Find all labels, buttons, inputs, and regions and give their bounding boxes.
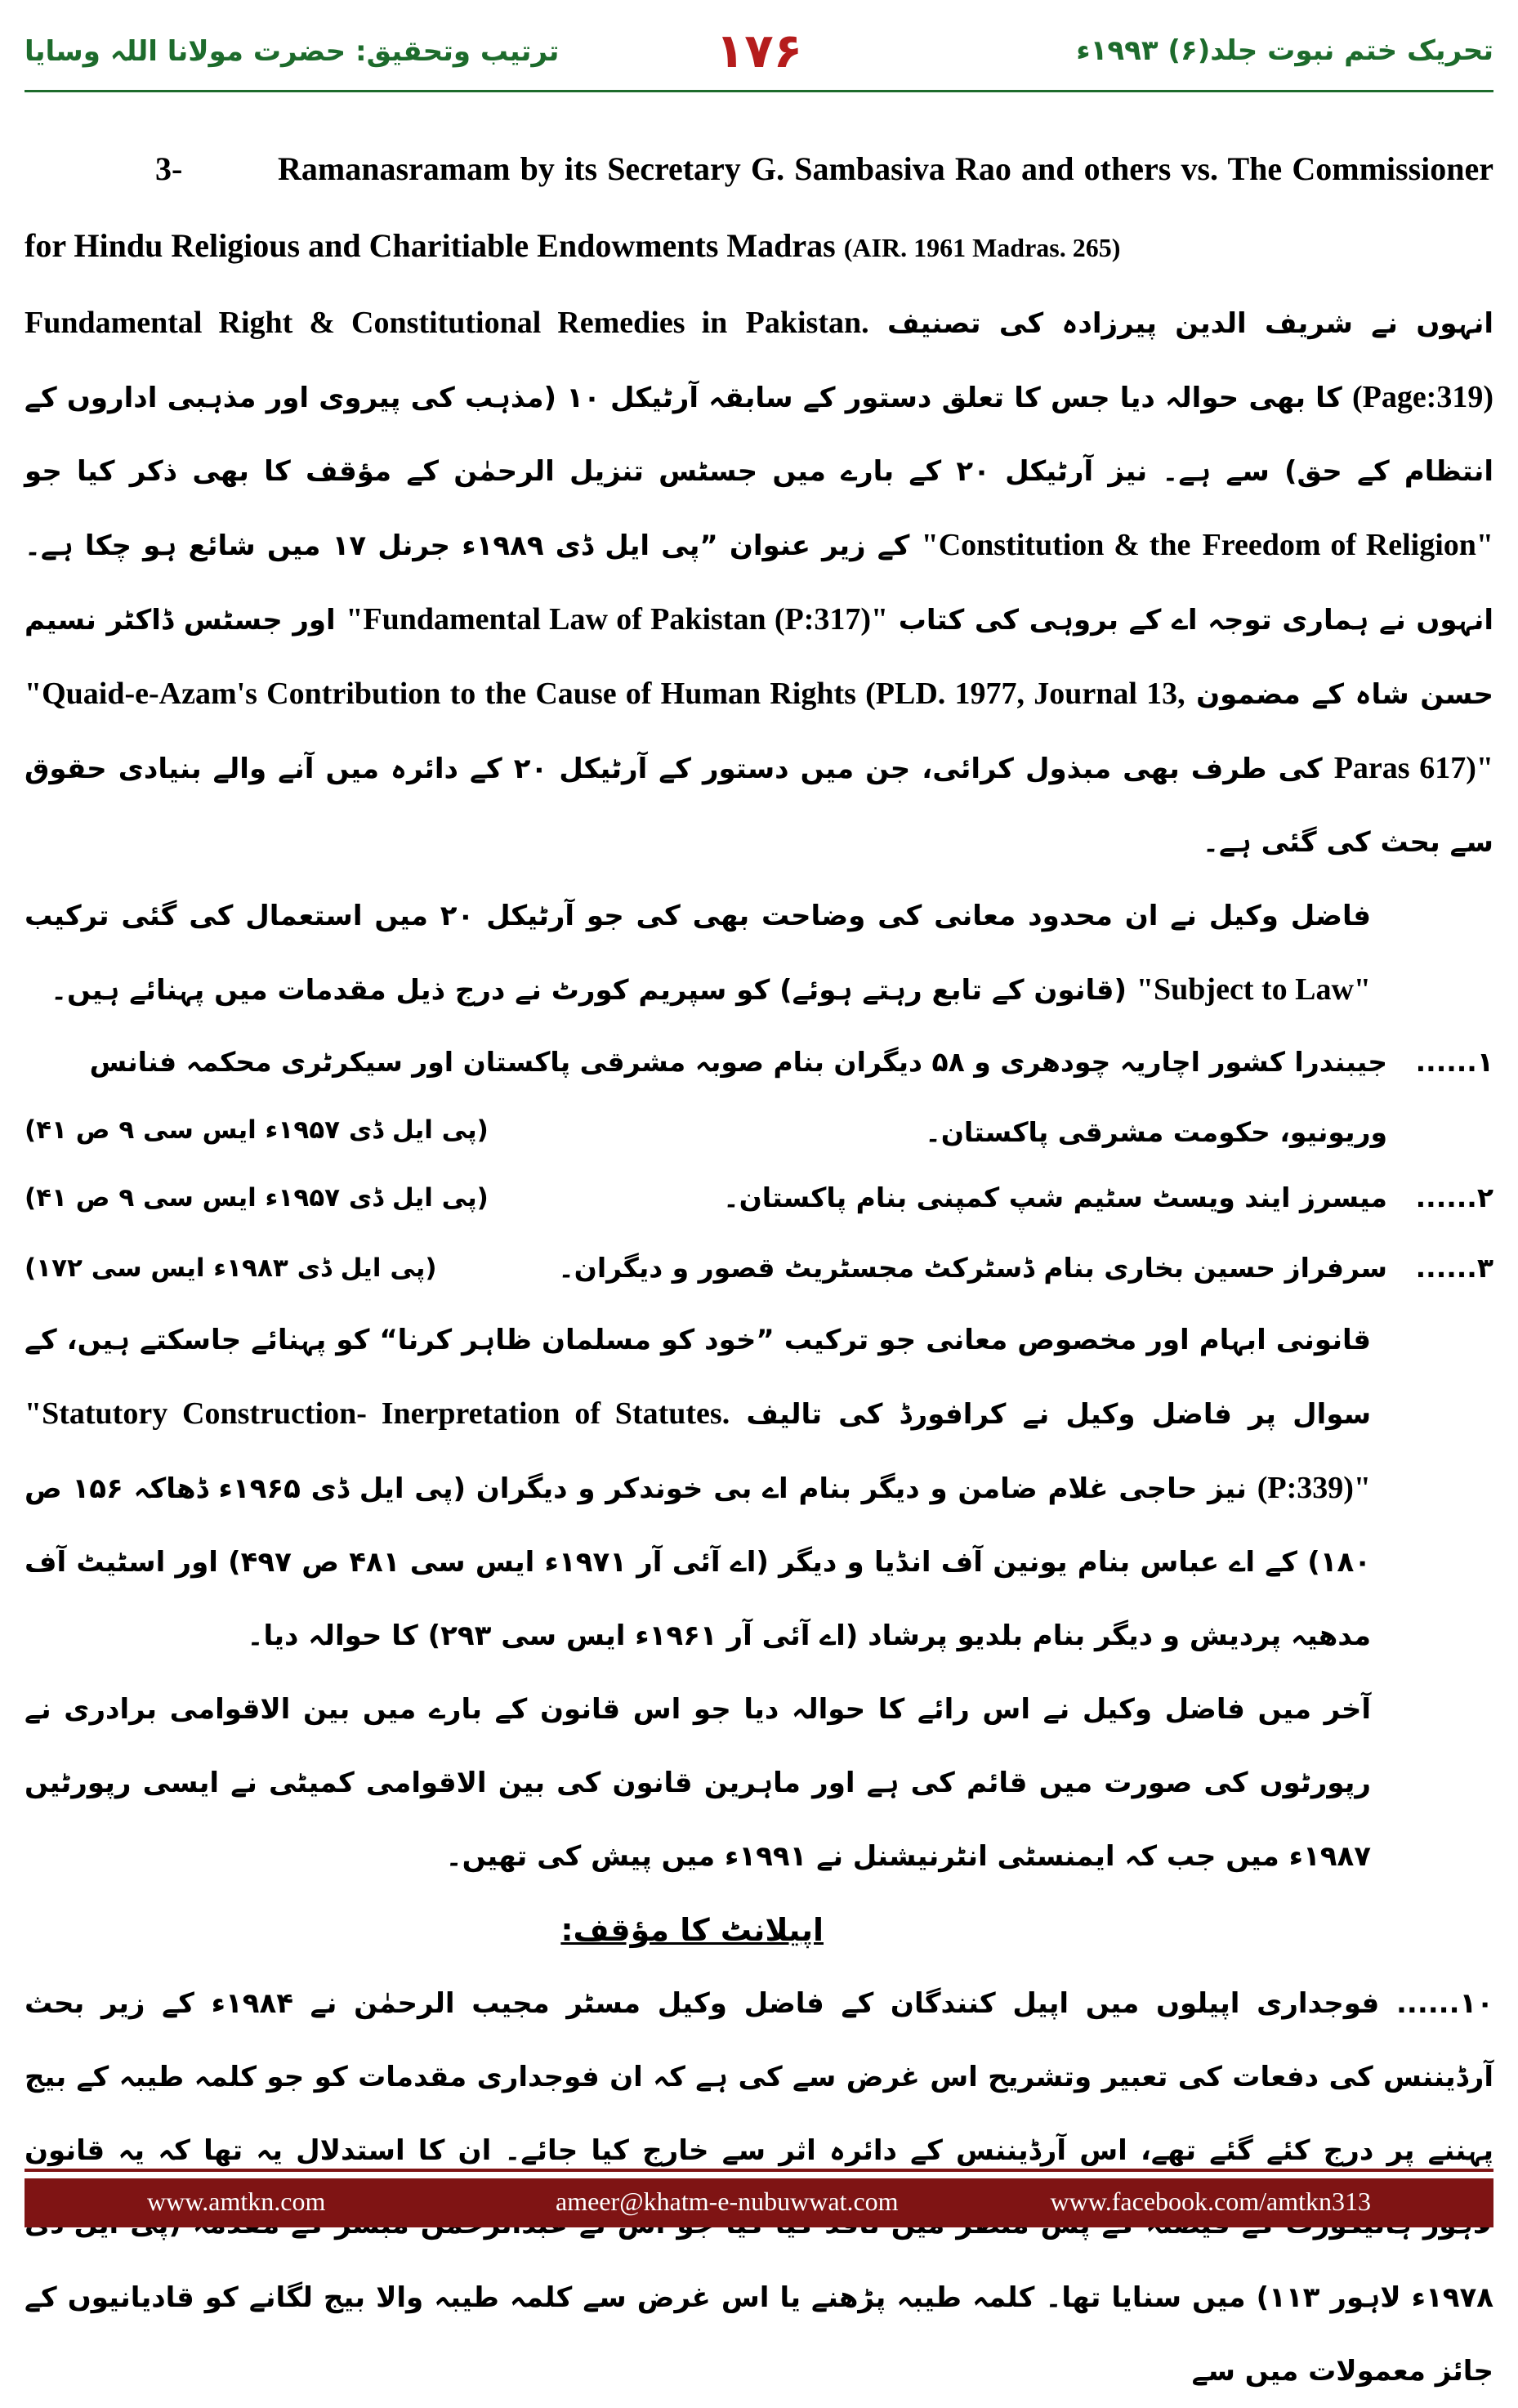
text-segment: کیا جائے۔ ان کا استدلال یہ تھا کہ یہ قانون <box>25 2134 629 2167</box>
footer-divider <box>25 2169 1493 2172</box>
text-segment: ۱۹۷۸ء لاہور ۱۱۳) میں سنایا تھا۔ کلمہ طیبہ پڑھنے یا اس غرض سے کلمہ طیبہ والا بیج لگانے کو قادیانیوں کے جائز معمولات میں سے <box>25 2281 1493 2388</box>
paragraph-legal-ambiguity <box>25 1303 1493 1673</box>
case-item-2 <box>25 1163 1493 1233</box>
text-segment: (قانون <box>1034 974 1127 1007</box>
english-title: "Fundamental Law of Pakistan (P:317)" <box>346 602 889 637</box>
english-term: "Subject to Law" <box>1136 972 1371 1007</box>
paragraph-subject-to-law <box>25 879 1493 1027</box>
paragraph-number: ۱۰...... <box>1396 1987 1494 2020</box>
text-segment: کی تالیف <box>746 1398 883 1431</box>
case-number: ۳...... <box>1415 1252 1493 1284</box>
text-segment: قانونی ابہام اور مخصوص معانی جو ترکیب ”خود کو مسلمان ظاہر کرنا“ کو پہنائے جاسکتے ہیں، کے سوال پر فاضل وکیل نے کرافورڈ <box>25 1324 1372 1431</box>
text-segment: وتشریح اس غرض سے کی ہے کہ ان فوجداری مقدمات کو جو کلمہ طیبہ کے بیج پہننے پر درج کئے گئے تھے، اس آرڈیننس کے دائرہ اثر سے خارج <box>25 2061 1493 2167</box>
page-header <box>0 0 1518 86</box>
case-citation: (پی ایل ڈی ۱۹۸۳ء ایس سی ۱۷۲) <box>25 1253 437 1283</box>
text-segment: انہوں نے شریف الدین پیرزادہ کی تصنیف <box>887 307 1494 340</box>
english-title: Pakistan. (Page:319) <box>745 306 1493 414</box>
case-number: ۱...... <box>1415 1046 1493 1078</box>
english-title: "Quaid-e-Azam's Contribution to the Cause of Human Rights (PLD. 1977, Journal 13, Paras 617)" <box>25 677 1494 785</box>
case-title: میسرز ایند ویسٹ سٹیم شپ کمپنی بنام پاکستان۔ <box>723 1182 1387 1213</box>
english-title: "Constitution & the <box>921 528 1191 562</box>
text-segment: بروہی کی کتاب <box>898 604 1119 637</box>
text-segment: فاضل وکیل نے ان محدود معانی کی وضاحت بھی کی جو آرٹیکل ۲۰ میں استعمال کی گئی ترکیب <box>25 900 1371 932</box>
english-title: Fundamental Right & Constitutional Remedies in <box>25 306 728 340</box>
page-number: ۱۷۶ <box>715 23 803 78</box>
text-segment: اور جسٹس ڈاکٹر نسیم حسن شاہ کے مضمون <box>25 604 1493 711</box>
reference-text: Ramanasramam by its Secretary G. Sambasiva Rao and others vs. The Commissioner for Hindu Religious and Charitiable Endowments Madras <box>25 150 1493 264</box>
section-heading: اپیلانٹ کا مؤقف: <box>560 1912 824 1948</box>
english-title: "Statutory Construction- Inerpretation of Statutes. (P:339)" <box>25 1396 1372 1505</box>
paragraph-international-opinion <box>25 1673 1493 1893</box>
text-segment: کا بھی حوالہ دیا جس کا تعلق دستور کے سابقہ آرٹیکل ۱۰ (مذہب کی پیروی اور مذہبی اداروں کے انتظام کے <box>25 382 1493 488</box>
text-segment: آخر میں فاضل وکیل نے اس رائے کا حوالہ دیا جو اس قانون کے بارے میں بین الاقوامی برادری نے رپورٹوں کی صورت میں <box>25 1693 1371 1799</box>
case-1-citation: (پی ایل ڈی ۱۹۵۷ء ایس سی ۹ ص ۴۱) <box>25 1115 489 1145</box>
page-footer <box>25 2178 1493 2227</box>
case-item-3 <box>25 1233 1493 1303</box>
text-segment: فوجداری اپیلوں میں اپیل کنندگان کے فاضل وکیل مسٹر مجیب الرحمٰن نے ۱۹۸۴ء کے زیر بحث آرڈیننس کی دفعات کی تعبیر <box>25 1987 1493 2093</box>
header-divider <box>25 90 1493 92</box>
case-reference-3 <box>25 131 1493 286</box>
english-title: Freedom of Religion" <box>1202 528 1494 562</box>
facebook-link[interactable]: www.facebook.com/amtkn313 <box>1050 2187 1371 2216</box>
paragraph-references <box>25 286 1493 879</box>
case-title: جیبندرا کشور اچاریہ چودھری و ۵۸ دیگران بنام صوبہ مشرقی پاکستان اور سیکرٹری محکمہ فنانس وریونیو، حکومت مشرقی پاکستان۔ <box>89 1046 1387 1148</box>
text-segment: حق) سے ہے۔ نیز آرٹیکل ۲۰ کے بارے میں جسٹس تنزیل الرحمٰن کے مؤقف کا بھی ذکر کیا جو <box>25 455 1342 488</box>
reference-citation: (AIR. 1961 Madras. 265) <box>843 233 1121 262</box>
text-segment: کی طرف بھی مبذول کرائی، جن میں دستور کے آرٹیکل ۲۰ کے دائرہ میں آنے والے بنیادی حقوق سے بحث کی گئی ہے۔ <box>25 753 1493 859</box>
case-number: ۲...... <box>1415 1182 1493 1213</box>
text-segment: کے تابع رہتے ہوئے) کو سپریم کورٹ نے درج ذیل مقدمات میں پہنائے ہیں۔ <box>51 974 1025 1007</box>
text-segment: نیز حاجی غلام ضامن و دیگر بنام <box>798 1472 1247 1505</box>
text-segment: ص ۴۹۷) اور اسٹیٹ آف مدھیہ پردیش و دیگر بنام بلدیو پرشاد (اے آئی آر ۱۹۶۱ء ایس سی ۲۹۳) کا حوالہ دیا۔ <box>25 1546 1371 1652</box>
email-link[interactable]: ameer@khatm-e-nubuwwat.com <box>556 2187 899 2216</box>
text-segment: اے بی خوندکر و دیگران (پی ایل ڈی ۱۹۶۵ء ڈھاکہ ۱۵۶ ص ۱۸۰) کے اے عباس بنام یونین آف انڈیا و دیگر (اے آئی آر ۱۹۷۱ء ایس سی ۴۸۱ <box>25 1472 1372 1579</box>
reference-number: 3- <box>155 150 183 187</box>
case-citation: (پی ایل ڈی ۱۹۵۷ء ایس سی ۹ ص ۴۱) <box>25 1183 489 1213</box>
website-link[interactable]: www.amtkn.com <box>147 2187 326 2216</box>
text-segment: کے زیر عنوان ”پی ایل ڈی ۱۹۸۹ء جرنل ۱۷ میں شائع ہو چکا ہے۔ انہوں نے ہماری توجہ اے کے <box>25 529 1494 637</box>
compiler-credit: ترتیب وتحقیق: حضرت مولانا اللہ وسایا <box>25 35 560 68</box>
case-title: سرفراز حسین بخاری بنام ڈسٹرکٹ مجسٹریٹ قصور و دیگران۔ <box>558 1252 1387 1284</box>
book-title: تحریک ختم نبوت جلد(۶) ۱۹۹۳ء <box>1076 34 1493 67</box>
text-segment: قائم کی ہے اور ماہرین قانون کی بین الاقوامی کمیٹی نے ایسی رپورٹیں ۱۹۸۷ء میں جب کہ ایمنسٹی انٹرنیشنل نے ۱۹۹۱ء میں پیش کی تھیں۔ <box>25 1767 1371 1873</box>
